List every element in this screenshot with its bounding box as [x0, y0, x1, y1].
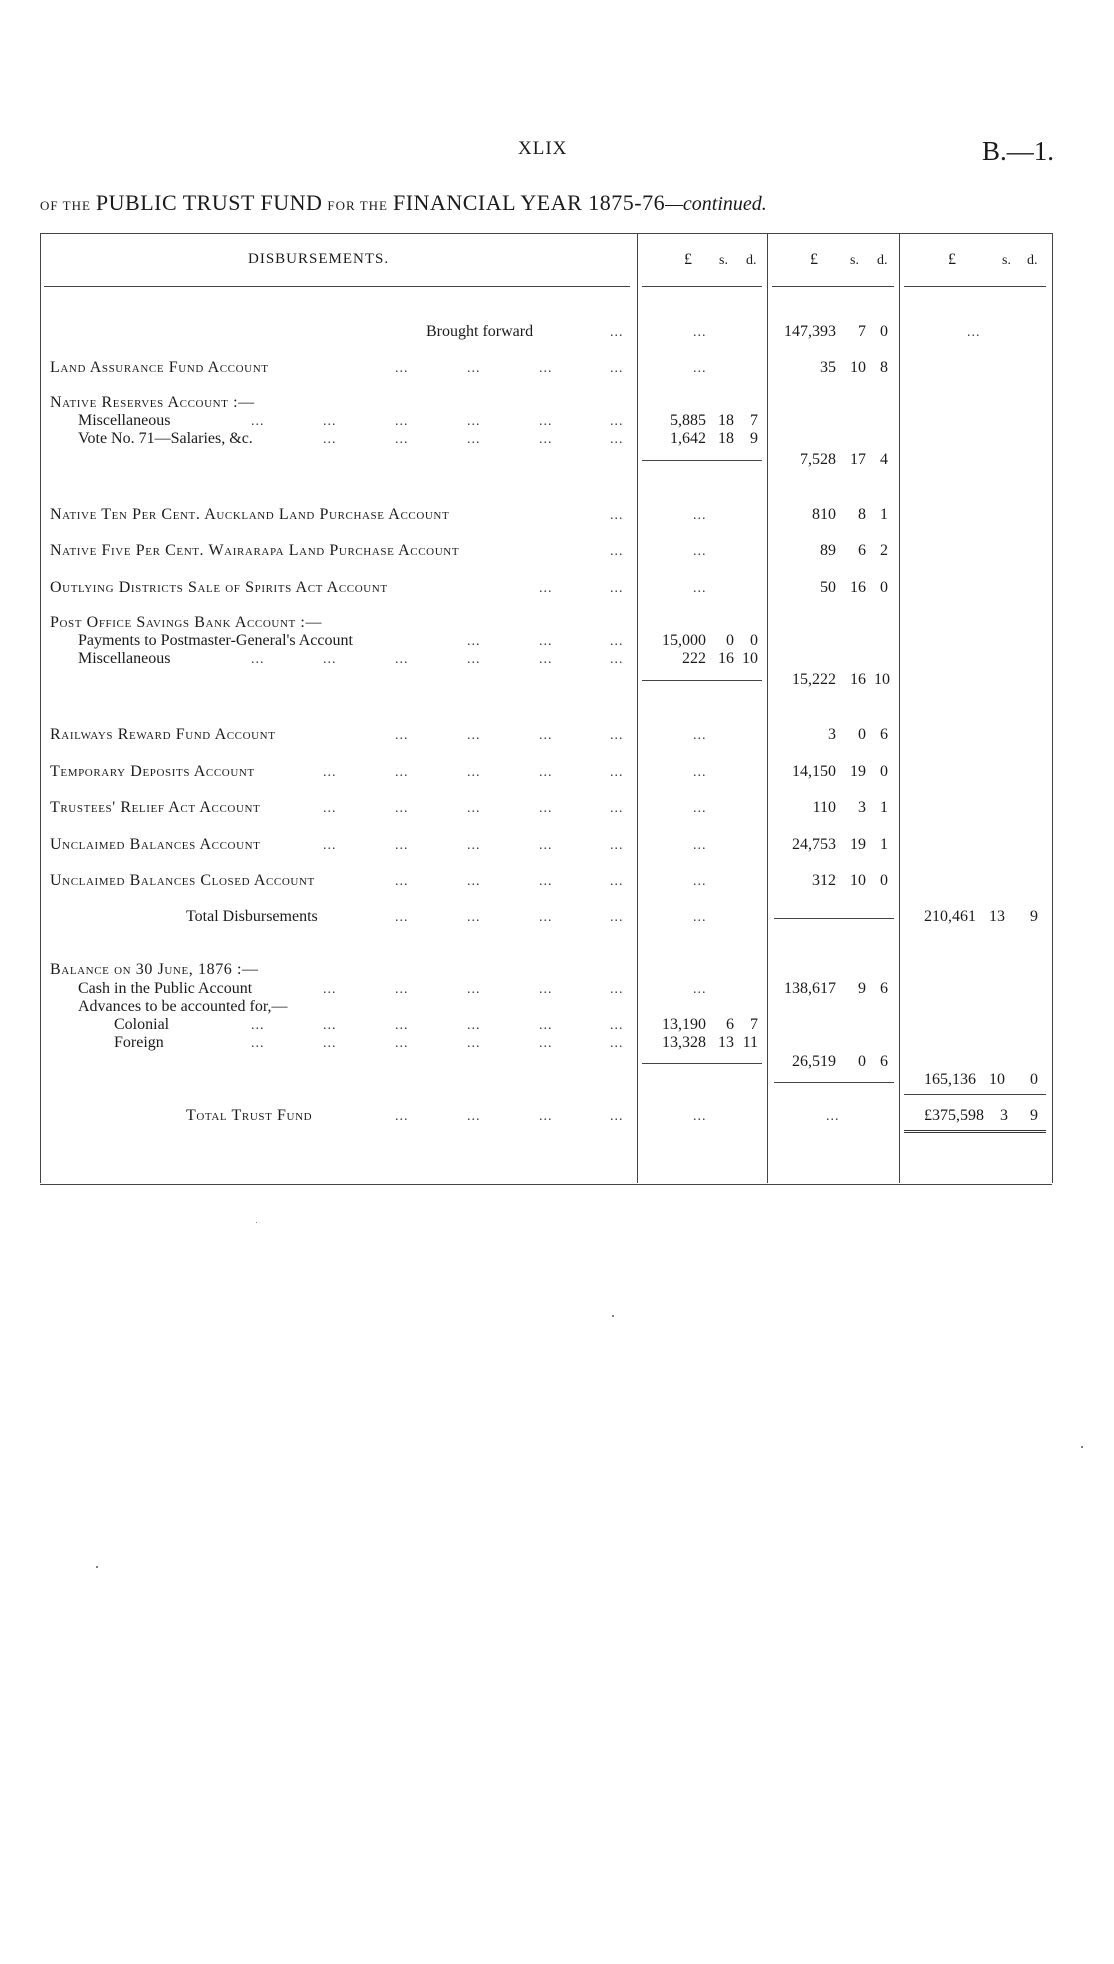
post-office-payments-s: 0	[726, 632, 734, 649]
leader-dots: ...	[539, 581, 553, 596]
railways-pounds: 3	[828, 726, 836, 743]
leader-dots: ...	[539, 1109, 553, 1124]
col1-empty: ...	[693, 910, 707, 925]
unclaimed-pounds: 24,753	[792, 836, 836, 853]
leader-dots: ...	[467, 838, 481, 853]
subtotal-rule	[642, 460, 762, 461]
column-divider-2	[767, 233, 768, 1183]
temporary-label: Temporary Deposits Account	[50, 763, 255, 780]
total-rule	[904, 1094, 1046, 1095]
col1-empty: ...	[693, 765, 707, 780]
leader-dots: ...	[467, 874, 481, 889]
col1-empty: ...	[693, 728, 707, 743]
leader-dots: ...	[610, 432, 624, 447]
railways-label: Railways Reward Fund Account	[50, 726, 276, 743]
leader-dots: ...	[395, 728, 409, 743]
header-rule-col2	[772, 286, 894, 287]
leader-dots: ...	[539, 728, 553, 743]
balance-total-pounds: 165,136	[924, 1071, 976, 1088]
col1-pound-header: £	[684, 251, 692, 268]
subtotal-rule	[642, 1063, 762, 1064]
header-rule-col1	[642, 286, 762, 287]
balance-cash-pounds: 138,617	[784, 980, 836, 997]
trustees-d: 1	[880, 799, 888, 816]
leader-dots: ...	[251, 652, 265, 667]
leader-dots: ...	[539, 414, 553, 429]
col2-pound-header: £	[810, 251, 818, 268]
page-number: XLIX	[518, 138, 568, 159]
total-rule	[774, 918, 894, 919]
leader-dots: ...	[610, 910, 624, 925]
leader-dots: ...	[395, 1036, 409, 1051]
leader-dots: ...	[395, 414, 409, 429]
native-ten-pounds: 810	[812, 506, 836, 523]
leader-dots: ...	[395, 1109, 409, 1124]
balance-advances-total-s: 0	[858, 1053, 866, 1070]
balance-label: Balance on 30 June, 1876 :—	[50, 961, 259, 978]
heading-year: FINANCIAL YEAR 1875-76	[393, 190, 666, 215]
paper-speck	[256, 1222, 257, 1223]
native-reserves-total-s: 17	[850, 451, 866, 468]
leader-dots: ...	[395, 1018, 409, 1033]
leader-dots: ...	[467, 634, 481, 649]
balance-total-s: 10	[989, 1071, 1005, 1088]
leader-dots: ...	[610, 728, 624, 743]
post-office-total-d: 10	[874, 671, 890, 688]
post-office-label: Post Office Savings Bank Account :—	[50, 614, 323, 631]
leader-dots: ...	[539, 1018, 553, 1033]
unclaimed-label: Unclaimed Balances Account	[50, 836, 261, 853]
leader-dots: ...	[395, 361, 409, 376]
unclaimed-closed-label: Unclaimed Balances Closed Account	[50, 872, 315, 889]
balance-cash-label: Cash in the Public Account	[78, 980, 253, 997]
col2-s-header: s.	[850, 253, 859, 268]
leader-dots: ...	[539, 652, 553, 667]
leader-dots: ...	[610, 1018, 624, 1033]
leader-dots: ...	[395, 765, 409, 780]
leader-dots: ...	[467, 1036, 481, 1051]
brought-forward-d: 0	[880, 323, 888, 340]
leader-dots: ...	[323, 1036, 337, 1051]
col1-empty: ...	[693, 508, 707, 523]
leader-dots: ...	[395, 801, 409, 816]
leader-dots: ...	[539, 634, 553, 649]
land-assurance-d: 8	[880, 359, 888, 376]
subtotal-rule	[774, 1082, 894, 1083]
col1-empty: ...	[693, 361, 707, 376]
column-divider-1	[637, 233, 638, 1183]
native-reserves-misc-s: 18	[718, 412, 734, 429]
balance-foreign-pounds: 13,328	[662, 1034, 706, 1051]
unclaimed-closed-pounds: 312	[812, 872, 836, 889]
native-reserves-total-d: 4	[880, 451, 888, 468]
land-assurance-s: 10	[850, 359, 866, 376]
leader-dots: ...	[539, 765, 553, 780]
table-border-right	[1052, 233, 1053, 1183]
col3-d-header: d.	[1027, 253, 1038, 268]
total-trust-fund-s: 3	[1000, 1107, 1008, 1124]
balance-foreign-label: Foreign	[114, 1034, 164, 1051]
balance-cash-s: 9	[858, 980, 866, 997]
balance-colonial-d: 7	[750, 1016, 758, 1033]
total-trust-fund-d: 9	[1030, 1107, 1038, 1124]
leader-dots: ...	[323, 1018, 337, 1033]
trustees-label: Trustees' Relief Act Account	[50, 799, 261, 816]
paper-speck	[96, 1566, 98, 1568]
leader-dots: ...	[610, 1036, 624, 1051]
heading-continued: —continued.	[665, 193, 767, 215]
heading-fund: PUBLIC TRUST FUND	[95, 190, 323, 215]
leader-dots: ...	[323, 432, 337, 447]
header-disbursements: DISBURSEMENTS.	[248, 251, 390, 267]
unclaimed-d: 1	[880, 836, 888, 853]
temporary-pounds: 14,150	[792, 763, 836, 780]
native-reserves-vote-s: 18	[718, 430, 734, 447]
unclaimed-closed-s: 10	[850, 872, 866, 889]
leader-dots: ...	[610, 982, 624, 997]
leader-dots: ...	[467, 910, 481, 925]
total-disbursements-s: 13	[989, 908, 1005, 925]
leader-dots: ...	[323, 765, 337, 780]
native-ten-label: Native Ten Per Cent. Auckland Land Purchase Account	[50, 506, 450, 523]
outlying-s: 16	[850, 579, 866, 596]
leader-dots: ...	[610, 634, 624, 649]
native-reserves-total-pounds: 7,528	[800, 451, 836, 468]
header-rule-col3	[904, 286, 1046, 287]
col2-empty: ...	[826, 1109, 840, 1124]
leader-dots: ...	[610, 581, 624, 596]
native-ten-s: 8	[858, 506, 866, 523]
post-office-payments-label: Payments to Postmaster-General's Account	[78, 632, 353, 649]
leader-dots: ...	[251, 414, 265, 429]
subtotal-rule	[642, 680, 762, 681]
header-rule-description	[44, 286, 630, 287]
leader-dots: ...	[610, 325, 624, 340]
leader-dots: ...	[610, 838, 624, 853]
leader-dots: ...	[539, 361, 553, 376]
total-disbursements-pounds: 210,461	[924, 908, 976, 925]
col3-pound-header: £	[948, 251, 956, 268]
leader-dots: ...	[395, 910, 409, 925]
leader-dots: ...	[539, 910, 553, 925]
col1-empty: ...	[693, 544, 707, 559]
leader-dots: ...	[610, 874, 624, 889]
native-five-s: 6	[858, 542, 866, 559]
leader-dots: ...	[539, 838, 553, 853]
page-heading	[40, 190, 767, 216]
outlying-pounds: 50	[820, 579, 836, 596]
leader-dots: ...	[467, 432, 481, 447]
total-disbursements-label: Total Disbursements	[186, 908, 318, 925]
leader-dots: ...	[395, 838, 409, 853]
native-reserves-misc-pounds: 5,885	[670, 412, 706, 429]
leader-dots: ...	[467, 414, 481, 429]
leader-dots: ...	[467, 765, 481, 780]
native-five-pounds: 89	[820, 542, 836, 559]
unclaimed-s: 19	[850, 836, 866, 853]
col1-empty: ...	[693, 581, 707, 596]
post-office-payments-pounds: 15,000	[662, 632, 706, 649]
leader-dots: ...	[395, 432, 409, 447]
col1-empty: ...	[693, 325, 707, 340]
balance-foreign-d: 11	[742, 1034, 758, 1051]
leader-dots: ...	[323, 982, 337, 997]
col1-empty: ...	[693, 1109, 707, 1124]
post-office-misc-label: Miscellaneous	[78, 650, 171, 667]
native-five-d: 2	[880, 542, 888, 559]
railways-s: 0	[858, 726, 866, 743]
total-trust-fund-pounds: £375,598	[924, 1107, 984, 1124]
trustees-pounds: 110	[812, 799, 836, 816]
native-reserves-label: Native Reserves Account :—	[50, 394, 255, 411]
post-office-misc-s: 16	[718, 650, 734, 667]
post-office-payments-d: 0	[750, 632, 758, 649]
balance-advances-total-pounds: 26,519	[792, 1053, 836, 1070]
post-office-total-s: 16	[850, 671, 866, 688]
temporary-d: 0	[880, 763, 888, 780]
leader-dots: ...	[323, 838, 337, 853]
col1-empty: ...	[693, 838, 707, 853]
leader-dots: ...	[251, 1018, 265, 1033]
leader-dots: ...	[395, 982, 409, 997]
col1-empty: ...	[693, 874, 707, 889]
balance-advances-label: Advances to be accounted for,—	[78, 998, 288, 1015]
native-ten-d: 1	[880, 506, 888, 523]
paper-speck	[1081, 1446, 1083, 1448]
leader-dots: ...	[539, 874, 553, 889]
balance-foreign-s: 13	[718, 1034, 734, 1051]
leader-dots: ...	[610, 765, 624, 780]
leader-dots: ...	[610, 544, 624, 559]
leader-dots: ...	[467, 361, 481, 376]
balance-cash-d: 6	[880, 980, 888, 997]
leader-dots: ...	[395, 652, 409, 667]
col1-empty: ...	[693, 982, 707, 997]
outlying-d: 0	[880, 579, 888, 596]
land-assurance-label: Land Assurance Fund Account	[50, 359, 269, 376]
balance-colonial-pounds: 13,190	[662, 1016, 706, 1033]
leader-dots: ...	[610, 361, 624, 376]
leader-dots: ...	[610, 801, 624, 816]
paper-speck	[612, 1315, 614, 1317]
post-office-total-pounds: 15,222	[792, 671, 836, 688]
railways-d: 6	[880, 726, 888, 743]
leader-dots: ...	[539, 801, 553, 816]
outlying-label: Outlying Districts Sale of Spirits Act Account	[50, 579, 388, 596]
brought-forward-s: 7	[858, 323, 866, 340]
grand-total-double-rule	[904, 1130, 1046, 1133]
leader-dots: ...	[323, 652, 337, 667]
document-code: B.—1.	[982, 136, 1055, 166]
brought-forward-label: Brought forward	[426, 323, 534, 340]
leader-dots: ...	[610, 652, 624, 667]
col1-d-header: d.	[746, 253, 757, 268]
leader-dots: ...	[467, 982, 481, 997]
total-trust-fund-label: Total Trust Fund	[186, 1107, 313, 1124]
leader-dots: ...	[610, 414, 624, 429]
post-office-misc-d: 10	[742, 650, 758, 667]
leader-dots: ...	[251, 1036, 265, 1051]
balance-advances-total-d: 6	[880, 1053, 888, 1070]
leader-dots: ...	[467, 1109, 481, 1124]
leader-dots: ...	[539, 1036, 553, 1051]
leader-dots: ...	[467, 801, 481, 816]
balance-colonial-label: Colonial	[114, 1016, 170, 1033]
column-divider-3	[899, 233, 900, 1183]
leader-dots: ...	[539, 432, 553, 447]
balance-colonial-s: 6	[726, 1016, 734, 1033]
land-assurance-pounds: 35	[820, 359, 836, 376]
col1-empty: ...	[693, 801, 707, 816]
unclaimed-closed-d: 0	[880, 872, 888, 889]
heading-of-the: OF THE	[40, 198, 91, 213]
col2-d-header: d.	[877, 253, 888, 268]
brought-forward-pounds: 147,393	[784, 323, 836, 340]
leader-dots: ...	[323, 801, 337, 816]
native-reserves-misc-d: 7	[750, 412, 758, 429]
leader-dots: ...	[610, 508, 624, 523]
native-reserves-vote-pounds: 1,642	[670, 430, 706, 447]
col3-s-header: s.	[1002, 253, 1011, 268]
trustees-s: 3	[858, 799, 866, 816]
temporary-s: 19	[850, 763, 866, 780]
leader-dots: ...	[323, 414, 337, 429]
leader-dots: ...	[467, 728, 481, 743]
native-reserves-vote-d: 9	[750, 430, 758, 447]
leader-dots: ...	[395, 874, 409, 889]
leader-dots: ...	[467, 652, 481, 667]
post-office-misc-pounds: 222	[682, 650, 706, 667]
native-reserves-vote-label: Vote No. 71—Salaries, &c.	[78, 430, 253, 447]
leader-dots: ...	[467, 1018, 481, 1033]
col1-s-header: s.	[719, 253, 728, 268]
leader-dots: ...	[539, 982, 553, 997]
total-disbursements-d: 9	[1030, 908, 1038, 925]
balance-total-d: 0	[1030, 1071, 1038, 1088]
leader-dots: ...	[610, 1109, 624, 1124]
native-reserves-misc-label: Miscellaneous	[78, 412, 171, 429]
table-border-left	[40, 233, 41, 1183]
native-five-label: Native Five Per Cent. Wairarapa Land Purchase Account	[50, 542, 460, 559]
col3-empty: ...	[967, 325, 981, 340]
heading-for-the: FOR THE	[327, 198, 388, 213]
